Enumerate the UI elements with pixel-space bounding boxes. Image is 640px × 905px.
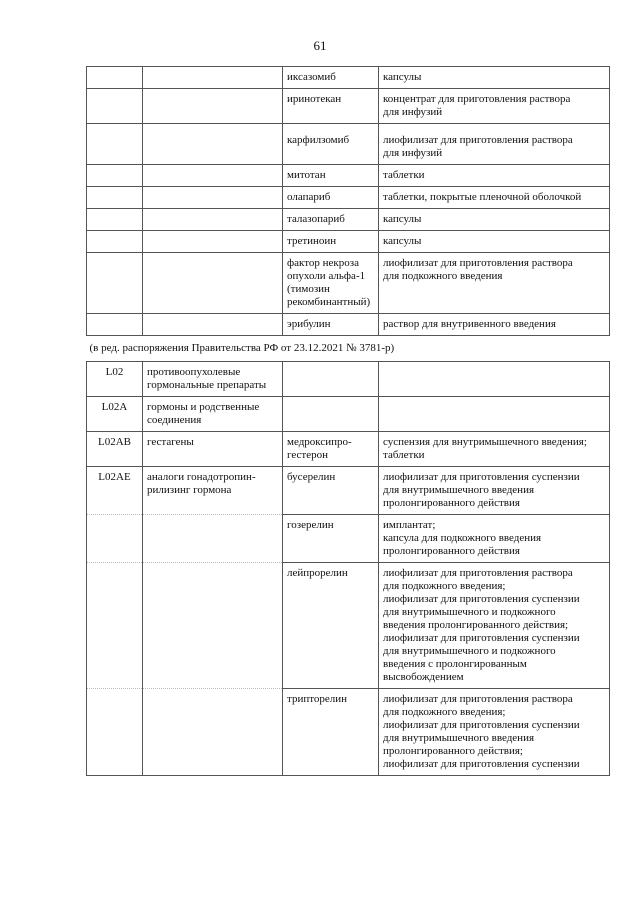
- inn-cell: митотан: [283, 165, 379, 187]
- group-cell: [143, 314, 283, 336]
- group-name: аналоги гонадотропин- рилизинг гормона: [143, 467, 283, 515]
- form-cell: [379, 362, 610, 397]
- inn-cell: третиноин: [283, 231, 379, 253]
- atc-code: L02A: [87, 397, 143, 432]
- table-row: [87, 209, 610, 231]
- amendment-note-row: [87, 336, 610, 362]
- group-cell: [143, 165, 283, 187]
- code-cell: [87, 124, 143, 165]
- form-cell: концентрат для приготовления раствора для инфузий: [379, 89, 610, 124]
- table-row: [87, 432, 610, 467]
- inn-cell: бусерелин: [283, 467, 379, 515]
- table-row: [87, 467, 610, 515]
- inn-cell: лейпрорелин: [283, 563, 379, 689]
- atc-code: L02AB: [87, 432, 143, 467]
- group-name: гестагены: [143, 432, 283, 467]
- amendment-note: (в ред. распоряжения Правительства РФ от 23.12.2021 № 3781-р): [87, 336, 610, 362]
- form-cell: таблетки, покрытые пленочной оболочкой: [379, 187, 610, 209]
- group-cell: [143, 89, 283, 124]
- code-cell: [87, 165, 143, 187]
- inn-cell: гозерелин: [283, 515, 379, 563]
- inn-cell: олапариб: [283, 187, 379, 209]
- form-cell: лиофилизат для приготовления раствора для подкожного введения; лиофилизат для приготовления суспензии для внутримышечного и подкожного введения пролонгированного действия; лиофилизат для приготовления суспензии для внутримышечного и подкожного введения с пролонгированным высвобождением: [379, 563, 610, 689]
- code-cell: [87, 689, 143, 776]
- form-cell: имплантат; капсула для подкожного введения пролонгированного действия: [379, 515, 610, 563]
- inn-cell: иринотекан: [283, 89, 379, 124]
- form-cell: лиофилизат для приготовления раствора для подкожного введения: [379, 253, 610, 314]
- group-cell: [143, 209, 283, 231]
- atc-code: L02AE: [87, 467, 143, 515]
- group-cell: [143, 515, 283, 563]
- form-cell: капсулы: [379, 231, 610, 253]
- atc-code: L02: [87, 362, 143, 397]
- table-row: [87, 253, 610, 314]
- group-cell: [143, 231, 283, 253]
- group-name: гормоны и родственные соединения: [143, 397, 283, 432]
- inn-cell: эрибулин: [283, 314, 379, 336]
- inn-cell: трипторелин: [283, 689, 379, 776]
- code-cell: [87, 209, 143, 231]
- form-cell: суспензия для внутримышечного введения; таблетки: [379, 432, 610, 467]
- inn-cell: талазопариб: [283, 209, 379, 231]
- table-row: [87, 89, 610, 124]
- group-name: противоопухолевые гормональные препараты: [143, 362, 283, 397]
- form-cell: раствор для внутривенного введения: [379, 314, 610, 336]
- code-cell: [87, 314, 143, 336]
- form-cell: лиофилизат для приготовления суспензии для внутримышечного введения пролонгированного действия: [379, 467, 610, 515]
- table-row: [87, 314, 610, 336]
- group-cell: [143, 253, 283, 314]
- code-cell: [87, 253, 143, 314]
- inn-cell: [283, 397, 379, 432]
- code-cell: [87, 187, 143, 209]
- table-row: [87, 231, 610, 253]
- inn-cell: [283, 362, 379, 397]
- code-cell: [87, 89, 143, 124]
- table-row: [87, 362, 610, 397]
- table-row: [87, 124, 610, 165]
- inn-cell: карфилзомиб: [283, 124, 379, 165]
- table-row: [87, 397, 610, 432]
- drug-table: [86, 66, 610, 776]
- table-row: [87, 187, 610, 209]
- group-cell: [143, 124, 283, 165]
- table-row: [87, 689, 610, 776]
- form-cell: капсулы: [379, 67, 610, 89]
- form-cell: капсулы: [379, 209, 610, 231]
- form-cell: лиофилизат для приготовления раствора для инфузий: [379, 124, 610, 165]
- group-cell: [143, 187, 283, 209]
- inn-cell: иксазомиб: [283, 67, 379, 89]
- group-cell: [143, 689, 283, 776]
- form-cell: лиофилизат для приготовления раствора для подкожного введения; лиофилизат для приготовления суспензии для внутримышечного введения пролонгированного действия; лиофилизат для приготовления суспензии: [379, 689, 610, 776]
- code-cell: [87, 231, 143, 253]
- page-number: 61: [313, 38, 327, 53]
- form-cell: таблетки: [379, 165, 610, 187]
- group-cell: [143, 67, 283, 89]
- code-cell: [87, 515, 143, 563]
- table-row: [87, 165, 610, 187]
- group-cell: [143, 563, 283, 689]
- form-cell: [379, 397, 610, 432]
- inn-cell: медроксипро- гестерон: [283, 432, 379, 467]
- table-row: [87, 67, 610, 89]
- code-cell: [87, 563, 143, 689]
- table-row: [87, 515, 610, 563]
- code-cell: [87, 67, 143, 89]
- inn-cell: фактор некроза опухоли альфа-1 (тимозин рекомбинантный): [283, 253, 379, 314]
- table-row: [87, 563, 610, 689]
